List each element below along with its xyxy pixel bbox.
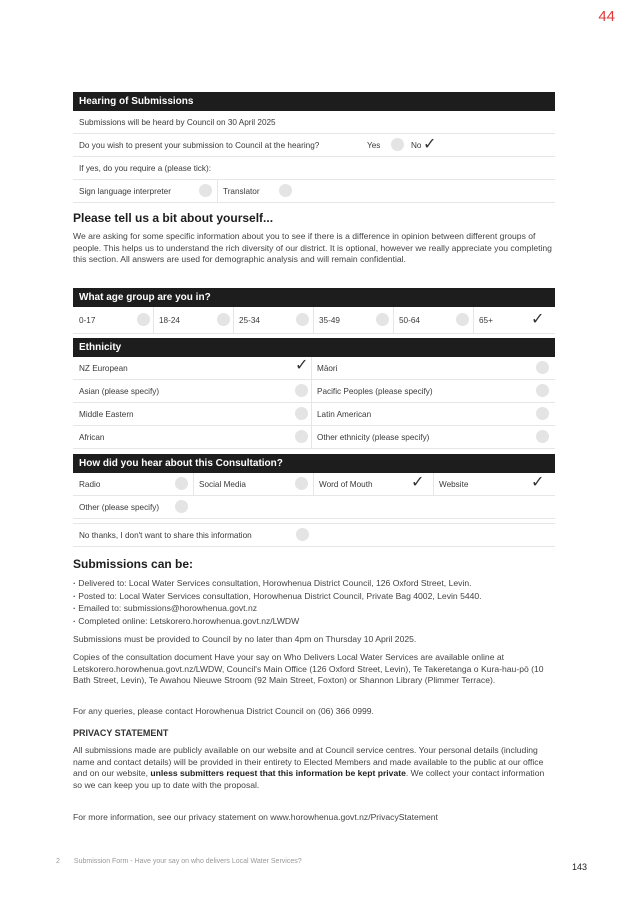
hear-other: Other (please specify) [79, 503, 160, 512]
hear-radio-option[interactable] [175, 477, 188, 490]
hearing-date-text: Submissions will be heard by Council on 30 April 2025 [79, 118, 276, 127]
hear-panel [73, 454, 555, 547]
queries-text: For any queries, please contact Horowhenua District Council on (06) 366 0999. [73, 706, 374, 716]
list-item: · Emailed to: submissions@horowhenua.govt.nz [73, 602, 563, 615]
age-65-checkmark-icon[interactable]: ✓ [531, 311, 545, 328]
privacy-heading: PRIVACY STATEMENT [73, 728, 169, 738]
ethnicity-title: Ethnicity [73, 338, 555, 357]
if-yes-text: If yes, do you require a (please tick): [79, 164, 211, 173]
sign-language-label: Sign language interpreter [79, 187, 171, 196]
age-18-24-radio[interactable] [217, 313, 230, 326]
hear-title: How did you hear about this Consultation? [73, 454, 555, 473]
hearing-title: Hearing of Submissions [73, 92, 555, 111]
copies-text: Copies of the consultation document Have your say on Who Delivers Local Water Services are available online at Letskorero.horowhenua.govt.nz/LWDW, Council's Main Office (126 Oxford Street, Levin), Te Takeretanga o Kura-hau-pō (10 Bath Street, Levin), Te Awahou Nieuwe Stroom (92 Main Street, Foxton) or Shannon Library (Plimmer Terrace). [73, 652, 544, 685]
yes-label: Yes [367, 141, 381, 150]
eth-nz-european: NZ European [79, 364, 128, 373]
age-50-64: 50-64 [399, 316, 420, 325]
nz-european-checkmark-icon[interactable]: ✓ [295, 357, 309, 374]
no-thanks-text: No thanks, I don't want to share this information [79, 531, 252, 540]
age-title: What age group are you in? [73, 288, 555, 307]
eth-african: African [79, 433, 105, 442]
age-50-64-radio[interactable] [456, 313, 469, 326]
hear-social-media: Social Media [199, 480, 246, 489]
about-text: We are asking for some specific information about you to see if there is a difference in opinion between different groups of people. This helps us to understand the rich diversity of our district. It is optional, however we really appreciate you completing this section. All answers are used for demographic analysis and will remain confidential. [73, 231, 552, 264]
age-65-plus: 65+ [479, 316, 493, 325]
page-number: 143 [571, 862, 587, 872]
privacy-more-text: For more information, see our privacy statement on www.horowhenua.govt.nz/PrivacyStatement [73, 812, 438, 822]
eth-asian: Asian (please specify) [79, 387, 160, 396]
age-35-49-radio[interactable] [376, 313, 389, 326]
submission-methods-list [73, 577, 563, 627]
eth-middle-eastern: Middle Eastern [79, 410, 134, 419]
page-footer: 2 Submission Form - Have your say on who delivers Local Water Services? [56, 858, 302, 865]
sign-language-radio[interactable] [199, 184, 212, 197]
age-panel [73, 288, 555, 334]
social-media-radio[interactable] [295, 477, 308, 490]
hear-radio-label: Radio [79, 480, 101, 489]
eth-latin-american: Latin American [317, 410, 372, 419]
eth-maori: Māori [317, 364, 338, 373]
deadline-text: Submissions must be provided to Council by no later than 4pm on Thursday 10 April 2025. [73, 634, 417, 644]
about-heading: Please tell us a bit about yourself... [73, 211, 274, 225]
asian-radio[interactable] [295, 384, 308, 397]
eth-other: Other ethnicity (please specify) [317, 433, 430, 442]
yes-radio[interactable] [391, 138, 404, 151]
middle-eastern-radio[interactable] [295, 407, 308, 420]
hearing-question: Do you wish to present your submission to Council at the hearing? [79, 141, 320, 150]
hear-other-radio[interactable] [175, 500, 188, 513]
age-18-24: 18-24 [159, 316, 180, 325]
word-of-mouth-checkmark-icon[interactable]: ✓ [411, 474, 425, 491]
website-checkmark-icon[interactable]: ✓ [531, 474, 545, 491]
list-item: · Posted to: Local Water Services consultation, Horowhenua District Council, Private Bag 4002, Levin 5440. [73, 590, 563, 603]
translator-radio[interactable] [279, 184, 292, 197]
hear-website: Website [439, 480, 469, 489]
hearing-panel [73, 92, 555, 203]
ethnicity-panel [73, 338, 555, 449]
no-thanks-radio[interactable] [296, 528, 309, 541]
age-25-34: 25-34 [239, 316, 260, 325]
age-25-34-radio[interactable] [296, 313, 309, 326]
eth-pacific: Pacific Peoples (please specify) [317, 387, 433, 396]
age-0-17: 0-17 [79, 316, 96, 325]
no-label: No [411, 141, 422, 150]
other-ethnicity-radio[interactable] [536, 430, 549, 443]
no-checkmark-icon[interactable]: ✓ [423, 136, 437, 153]
list-item: · Delivered to: Local Water Services consultation, Horowhenua District Council, 126 Oxford Street, Levin. [73, 577, 563, 590]
submissions-heading: Submissions can be: [73, 557, 194, 571]
stamp-number: 44 [598, 8, 615, 25]
pacific-radio[interactable] [536, 384, 549, 397]
privacy-text: All submissions made are publicly available on our website and at Council service centres. Your personal details (including name and contact details) will be provided in their entirety to Elected Members and made available to the public at our office and on our website, unless submitters request that this information be kept private. We collect your contact information so we can keep you up to date with the proposal. [73, 745, 545, 790]
latin-american-radio[interactable] [536, 407, 549, 420]
hear-word-of-mouth: Word of Mouth [319, 480, 373, 489]
age-35-49: 35-49 [319, 316, 340, 325]
list-item: · Completed online: Letskorero.horowhenua.govt.nz/LWDW [73, 615, 563, 628]
translator-label: Translator [223, 187, 260, 196]
african-radio[interactable] [295, 430, 308, 443]
age-0-17-radio[interactable] [137, 313, 150, 326]
maori-radio[interactable] [536, 361, 549, 374]
